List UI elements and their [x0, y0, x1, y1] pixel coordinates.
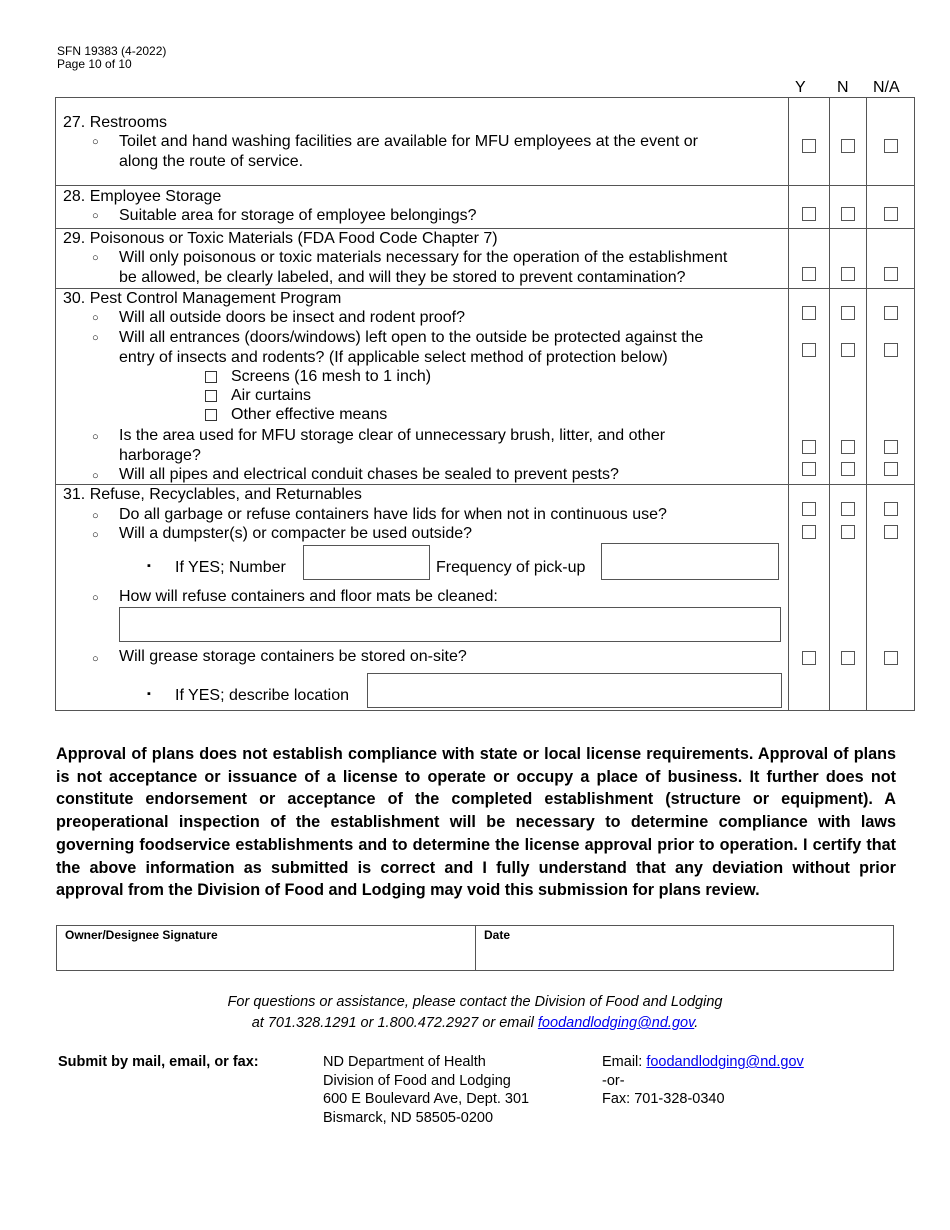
- na-checkbox[interactable]: [884, 207, 898, 221]
- cleaning-method-input[interactable]: [119, 607, 781, 642]
- column-divider: [829, 98, 830, 710]
- section-title-employee-storage: 28. Employee Storage: [63, 188, 222, 205]
- no-checkbox[interactable]: [841, 306, 855, 320]
- column-header-no: N: [837, 79, 849, 96]
- signature-table: [56, 925, 894, 971]
- section-title-toxic-materials: 29. Poisonous or Toxic Materials (FDA Food Code Chapter 7): [63, 230, 498, 247]
- yes-checkbox[interactable]: [802, 525, 816, 539]
- option-label: Other effective means: [231, 406, 388, 423]
- yes-checkbox[interactable]: [802, 343, 816, 357]
- no-checkbox[interactable]: [841, 440, 855, 454]
- circle-bullet-icon: ○: [92, 210, 99, 222]
- grease-location-input[interactable]: [367, 673, 782, 708]
- no-checkbox[interactable]: [841, 462, 855, 476]
- na-checkbox[interactable]: [884, 139, 898, 153]
- submit-email-fax: [602, 1053, 804, 1109]
- yes-checkbox[interactable]: [802, 440, 816, 454]
- question-text: Suitable area for storage of employee belongings?: [119, 207, 477, 224]
- column-header-yes: Y: [795, 79, 806, 96]
- na-checkbox[interactable]: [884, 440, 898, 454]
- question-text: entry of insects and rodents? (If applicable select method of protection below): [119, 349, 668, 366]
- na-checkbox[interactable]: [884, 651, 898, 665]
- no-checkbox[interactable]: [841, 139, 855, 153]
- yes-checkbox[interactable]: [802, 267, 816, 281]
- no-checkbox[interactable]: [841, 651, 855, 665]
- yes-checkbox[interactable]: [802, 462, 816, 476]
- column-header-na: N/A: [873, 79, 900, 96]
- question-text: Toilet and hand washing facilities are available for MFU employees at the event or: [119, 133, 698, 150]
- question-text: be allowed, be clearly labeled, and will they be stored to prevent contamination?: [119, 269, 686, 286]
- yes-checkbox[interactable]: [802, 502, 816, 516]
- question-text: along the route of service.: [119, 153, 304, 170]
- contact-info: [0, 992, 950, 1034]
- square-bullet-icon: ▪: [147, 688, 151, 700]
- na-checkbox[interactable]: [884, 525, 898, 539]
- section-title-restrooms: 27. Restrooms: [63, 114, 168, 131]
- square-bullet-icon: ▪: [147, 560, 151, 572]
- grease-location-label: If YES; describe location: [175, 687, 350, 704]
- address-line: ND Department of Health: [323, 1054, 486, 1070]
- no-checkbox[interactable]: [841, 502, 855, 516]
- or-text: -or-: [602, 1072, 625, 1089]
- column-divider: [788, 98, 789, 710]
- na-checkbox[interactable]: [884, 502, 898, 516]
- option-label: Screens (16 mesh to 1 inch): [231, 368, 432, 385]
- pickup-frequency-label: Frequency of pick-up: [436, 559, 586, 576]
- circle-bullet-icon: ○: [92, 252, 99, 264]
- contact-period: .: [694, 1015, 699, 1031]
- question-text: Will all entrances (doors/windows) left open to the outside be protected against the: [119, 329, 704, 346]
- na-checkbox[interactable]: [884, 267, 898, 281]
- submit-label: Submit by mail, email, or fax:: [58, 1054, 259, 1070]
- page-number: Page 10 of 10: [57, 57, 132, 71]
- circle-bullet-icon: ○: [92, 332, 99, 344]
- na-checkbox[interactable]: [884, 306, 898, 320]
- circle-bullet-icon: ○: [92, 529, 99, 541]
- contact-email-link[interactable]: foodandlodging@nd.gov: [537, 1015, 695, 1031]
- column-divider: [866, 98, 867, 710]
- section-title-refuse: 31. Refuse, Recyclables, and Returnables: [63, 486, 362, 503]
- checklist-table: [55, 97, 915, 711]
- section-title-pest-control: 30. Pest Control Management Program: [63, 290, 342, 307]
- circle-bullet-icon: ○: [92, 592, 99, 604]
- circle-bullet-icon: ○: [92, 510, 99, 522]
- disclaimer-text: Approval of plans does not establish compliance with state or local license requirements. Approval of plans is not acceptance or issuance of a license to operate or occupy a place of business. It further does not constitute endorsement or acceptance of the completed establishment (structure or equipment). A preoperational inspection of the establishment will be necessary to determine compliance with laws governing foodservice establishments and to determine the license approval prior to operation. I certify that the above information as submitted is correct and I fully understand that any deviation without prior approval from the Division of Food and Lodging may void this submission for plans review.: [56, 745, 896, 900]
- no-checkbox[interactable]: [841, 207, 855, 221]
- question-text: harborage?: [119, 447, 201, 464]
- address-line: Bismarck, ND 58505-0200: [323, 1109, 494, 1126]
- option-label: Air curtains: [231, 387, 312, 404]
- no-checkbox[interactable]: [841, 343, 855, 357]
- question-text: Is the area used for MFU storage clear of unnecessary brush, litter, and other: [119, 427, 666, 444]
- date-field[interactable]: [476, 926, 893, 970]
- fax-number: Fax: 701-328-0340: [602, 1091, 725, 1107]
- circle-bullet-icon: ○: [92, 136, 99, 148]
- question-text: Will all outside doors be insect and rodent proof?: [119, 309, 465, 326]
- mailing-address: [323, 1053, 529, 1127]
- question-text: Will all pipes and electrical conduit chases be sealed to prevent pests?: [119, 466, 619, 483]
- address-line: Division of Food and Lodging: [323, 1072, 511, 1089]
- air-curtains-checkbox[interactable]: [205, 390, 217, 402]
- row-divider: [56, 185, 914, 186]
- dumpster-number-label: If YES; Number: [175, 559, 286, 576]
- yes-checkbox[interactable]: [802, 651, 816, 665]
- circle-bullet-icon: ○: [92, 312, 99, 324]
- na-checkbox[interactable]: [884, 462, 898, 476]
- yes-checkbox[interactable]: [802, 207, 816, 221]
- address-line: 600 E Boulevard Ave, Dept. 301: [323, 1091, 530, 1107]
- question-text: Will grease storage containers be stored on-site?: [119, 648, 467, 665]
- dumpster-number-input[interactable]: [303, 545, 430, 580]
- contact-line-1: For questions or assistance, please contact the Division of Food and Lodging: [227, 994, 723, 1010]
- pickup-frequency-input[interactable]: [601, 543, 779, 580]
- form-header: [57, 45, 166, 71]
- question-text: Do all garbage or refuse containers have lids for when not in continuous use?: [119, 506, 667, 523]
- contact-phone-text: at 701.328.1291 or 1.800.472.2927 or email: [251, 1015, 538, 1031]
- question-text: Will a dumpster(s) or compacter be used outside?: [119, 525, 473, 542]
- other-means-checkbox[interactable]: [205, 409, 217, 421]
- no-checkbox[interactable]: [841, 525, 855, 539]
- yes-checkbox[interactable]: [802, 306, 816, 320]
- screens-checkbox[interactable]: [205, 371, 217, 383]
- yes-checkbox[interactable]: [802, 139, 816, 153]
- owner-signature-field[interactable]: [57, 926, 476, 970]
- circle-bullet-icon: ○: [92, 470, 99, 482]
- no-checkbox[interactable]: [841, 267, 855, 281]
- date-label: Date: [484, 928, 511, 942]
- question-text: Will only poisonous or toxic materials necessary for the operation of the establishment: [119, 249, 728, 266]
- contact-line-2: [0, 1013, 950, 1034]
- email-label: Email:: [602, 1054, 647, 1070]
- submit-email-link[interactable]: foodandlodging@nd.gov: [646, 1054, 804, 1070]
- circle-bullet-icon: ○: [92, 431, 99, 443]
- na-checkbox[interactable]: [884, 343, 898, 357]
- circle-bullet-icon: ○: [92, 653, 99, 665]
- owner-signature-label: Owner/Designee Signature: [65, 928, 218, 942]
- form-id: SFN 19383 (4-2022): [57, 44, 167, 58]
- question-text: How will refuse containers and floor mats be cleaned:: [119, 588, 498, 605]
